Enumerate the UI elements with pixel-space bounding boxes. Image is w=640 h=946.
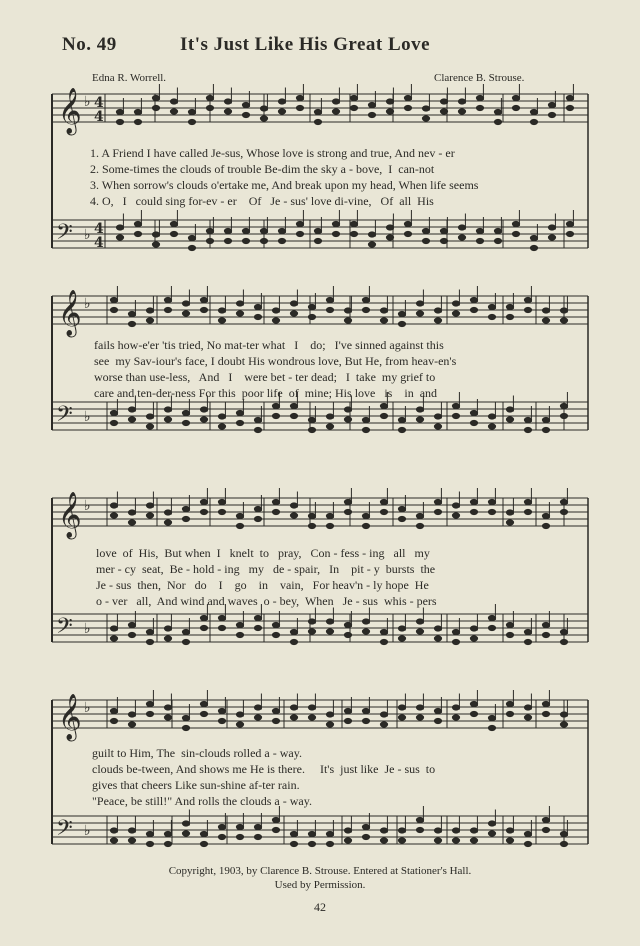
notes	[110, 286, 567, 327]
staff-lines	[52, 296, 588, 324]
hymn-title: It's Just Like His Great Love	[180, 34, 431, 55]
notes	[110, 604, 567, 645]
lyric-line: clouds be-tween, And shows me He is there. It's just like Je - sus to	[92, 762, 436, 776]
lyric-line: Je - sus then, Nor do I go in vain, For heav'n - ly hope He	[96, 578, 429, 592]
flat-icon: ♭	[84, 409, 91, 425]
notes	[116, 84, 573, 125]
flat-icon: ♭	[84, 621, 91, 637]
lyric-line: "Peace, be still!" And rolls the clouds a - way.	[92, 794, 312, 808]
lyric-line: love of His, But when I knelt to pray, Con - fess - ing all my	[96, 546, 430, 560]
notes	[110, 488, 567, 529]
notes	[110, 690, 567, 731]
treble-clef-icon: 𝄞	[58, 88, 82, 134]
copyright-text: Copyright, 1903, by Clarence B. Strouse. Entered at Stationer's Hall.	[168, 865, 472, 877]
notes	[116, 210, 573, 251]
bass-clef-icon: 𝄢	[56, 816, 73, 846]
lyrics-block	[92, 745, 588, 809]
lyric-line: fails how-e'er 'tis tried, No mat-ter what I do; I've sinned against this	[94, 338, 444, 352]
flat-icon: ♭	[84, 94, 91, 110]
staff-lines	[52, 402, 588, 430]
flat-icon: ♭	[84, 498, 91, 514]
lyric-line: o - ver all, And wind and waves o - bey, When Je - sus whis - pers	[96, 594, 437, 608]
bass-clef-icon: 𝄢	[56, 402, 73, 432]
lyric-line: 3. When sorrow's clouds o'ertake me, And break upon my head, When life seems	[90, 178, 479, 192]
bass-clef-icon: 𝄢	[56, 614, 73, 644]
lyrics-block	[94, 337, 588, 401]
lyrics-block	[90, 145, 590, 209]
treble-clef-icon: 𝄞	[58, 290, 82, 336]
lyric-line: see my Sav-iour's face, I doubt His wondrous love, But He, from heav-en's	[94, 354, 457, 368]
treble-clef-icon: 𝄞	[58, 492, 82, 538]
permission-text: Used by Permission.	[274, 879, 366, 891]
composer: Clarence B. Strouse.	[434, 72, 525, 84]
lyric-line: mer - cy seat, Be - hold - ing my de - spair, In pit - y bursts the	[96, 562, 436, 576]
flat-icon: ♭	[84, 227, 91, 243]
staff-lines	[52, 94, 588, 122]
lyricist: Edna R. Worrell.	[92, 72, 167, 84]
lyric-line: care and ten-der-ness For this poor life of mine; His love is in and	[94, 386, 438, 400]
time-signature: 4	[94, 221, 104, 237]
time-signature: 4	[94, 95, 104, 111]
copyright-notice	[0, 864, 640, 892]
lyric-line: gives that cheers Like sun-shine af-ter rain.	[92, 778, 300, 792]
notes	[110, 806, 567, 847]
hymn-number: No. 49	[62, 34, 117, 55]
lyric-line: 1. A Friend I have called Je-sus, Whose love is strong and true, And nev - er	[90, 146, 455, 160]
lyric-line: 4. O, I could sing for-ev - er Of Je - sus' love di-vine, Of all His	[90, 194, 434, 208]
lyric-line: 2. Some-times the clouds of trouble Be-dim the sky a - bove, I can-not	[90, 162, 435, 176]
flat-icon: ♭	[84, 296, 91, 312]
time-signature: 4	[94, 109, 104, 125]
bass-clef-icon: 𝄢	[56, 220, 73, 250]
time-signature: 4	[94, 235, 104, 251]
page-number: 42	[314, 900, 326, 914]
hymn-header	[62, 34, 582, 60]
lyric-line: worse than use-less, And I were bet - ter dead; I take my grief to	[94, 370, 436, 384]
lyric-line: guilt to Him, The sin-clouds rolled a - way.	[92, 746, 302, 760]
treble-clef-icon: 𝄞	[58, 694, 82, 740]
flat-icon: ♭	[84, 700, 91, 716]
lyrics-block	[96, 545, 588, 609]
flat-icon: ♭	[84, 823, 91, 839]
